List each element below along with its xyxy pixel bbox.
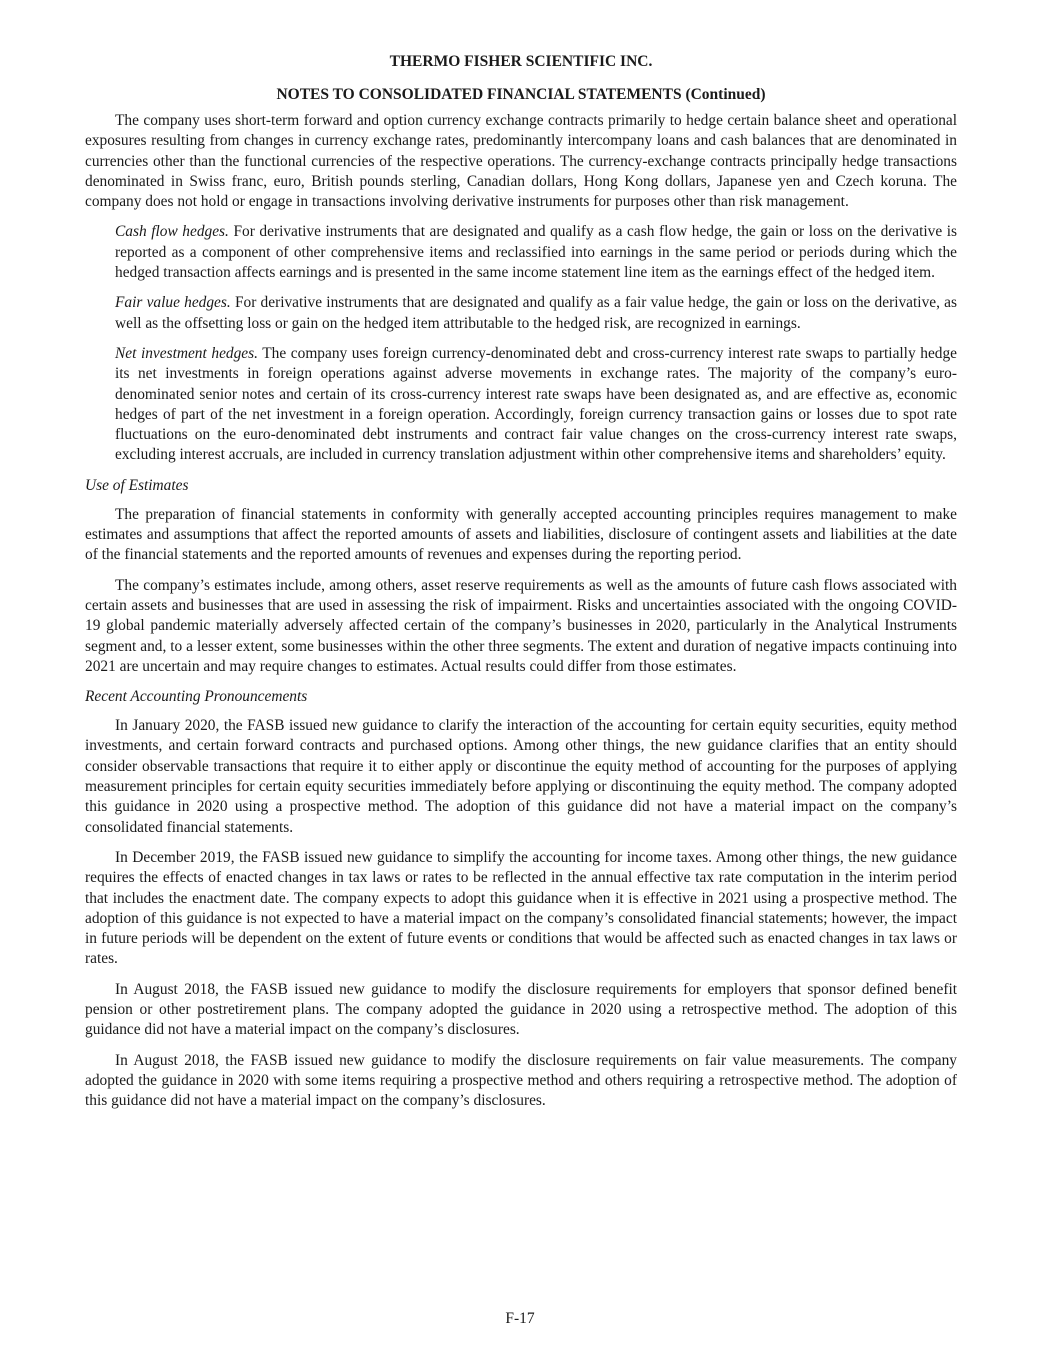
net-investment-hedges-paragraph (115, 344, 957, 466)
fair-value-hedges-lead: Fair value hedges. (115, 294, 231, 312)
company-name: THERMO FISHER SCIENTIFIC INC. (389, 53, 653, 70)
net-investment-hedges-lead: Net investment hedges. (115, 344, 258, 362)
pronouncements-paragraph-1: In January 2020, the FASB issued new guidance to clarify the interaction of the accounting for certain equity securities, equity method investments, and certain forward contracts and purchased options. Among other things, the new guidance clarifies that an entity should consider observable transactions that require it to either apply or discontinue the equity method of accounting for the purposes of applying measurement principles for certain equity securities immediately before applying or discontinuing the equity method. The company adopted this guidance in 2020 using a prospective method. The adoption of this guidance did not have a material impact on the company’s consolidated financial statements. (85, 717, 957, 836)
cash-flow-hedges-lead: Cash flow hedges. (115, 223, 229, 241)
use-of-estimates-heading: Use of Estimates (85, 476, 189, 494)
recent-accounting-pronouncements-heading: Recent Accounting Pronouncements (85, 688, 308, 706)
pronouncements-paragraph-2: In December 2019, the FASB issued new guidance to simplify the accounting for income taxes. Among other things, the new guidance requires the effects of enacted changes in tax laws or rates to be reflected in the annual effective tax rate computation in the interim period that includes the enactment date. The company expects to adopt this guidance when it is effective in 2021 using a prospective method. The adoption of this guidance is not expected to have a material impact on the company’s consolidated financial statements; however, the impact in future periods will be dependent on the extent of future events or conditions that would be affected such as enacted changes in tax laws or rates. (85, 848, 957, 968)
fair-value-hedges-paragraph (115, 293, 957, 334)
page-number: F-17 (505, 1310, 535, 1327)
page-title: NOTES TO CONSOLIDATED FINANCIAL STATEMENTS (Continued) (276, 86, 766, 103)
pronouncements-paragraph-3: In August 2018, the FASB issued new guidance to modify the disclosure requirements for employers that sponsor defined benefit pension or other postretirement plans. The company adopted the guidance in 2020 using a retrospective method. The adoption of this guidance did not have a material impact on the company’s disclosures. (85, 980, 957, 1039)
fair-value-hedges-text: For derivative instruments that are designated and qualify as a fair value hedge, the gain or loss on the derivative, as well as the offsetting loss or gain on the hedged item attributable to the hedged risk, are recognized in earnings. (115, 294, 957, 332)
cash-flow-hedges-paragraph (115, 222, 957, 283)
cash-flow-hedges-text: For derivative instruments that are designated and qualify as a cash flow hedge, the gain or loss on the derivative is reported as a component of other comprehensive items and reclassified into earnings in the same period or periods during which the hedged transaction affects earnings and is presented in the same income statement line item as the earnings effect of the hedged item. (115, 223, 957, 282)
net-investment-hedges-text: The company uses foreign currency-denominated debt and cross-currency interest rate swaps to partially hedge its net investments in foreign operations against adverse movements in exchange rates. The majority of the company’s euro-denominated senior notes and certain of its cross-currency interest rate swaps have been designated as, and are effective as, economic hedges of part of the net investment in a foreign operation. Accordingly, foreign currency transaction gains or losses due to spot rate fluctuations on the euro-denominated debt instruments and contract fair value changes on the cross-currency interest rate swaps, excluding interest accruals, are included in currency translation adjustment within other comprehensive items and shareholders’ equity. (115, 344, 957, 464)
estimates-paragraph-2: The company’s estimates include, among others, asset reserve requirements as well as the amounts of future cash flows associated with certain assets and businesses that are used in assessing the risk of impairment. Risks and uncertainties associated with the ongoing COVID-19 global pandemic materially adversely affected certain of the company’s businesses in 2020, particularly in the Analytical Instruments segment and, to a lesser extent, some businesses within the other three segments. The extent and duration of negative impacts continuing into 2021 are uncertain and may require changes to estimates. Actual results could differ from those estimates. (85, 576, 957, 675)
derivatives-intro-paragraph: The company uses short-term forward and option currency exchange contracts primarily to hedge certain balance sheet and operational exposures resulting from changes in currency exchange rates, predominantly intercompany loans and cash balances that are denominated in currencies other than the functional currencies of the respective operations. The currency-exchange contracts principally hedge transactions denominated in Swiss franc, euro, British pounds sterling, Canadian dollars, Hong Kong dollars, Japanese yen and Czech koruna. The company does not hold or engage in transactions involving derivative instruments for purposes other than risk management. (85, 112, 957, 211)
estimates-paragraph-1: The preparation of financial statements in conformity with generally accepted accounting principles requires management to make estimates and assumptions that affect the reported amounts of assets and liabilities, disclosure of contingent assets and liabilities at the date of the financial statements and the reported amounts of revenues and expenses during the reporting period. (85, 505, 957, 564)
pronouncements-paragraph-4: In August 2018, the FASB issued new guidance to modify the disclosure requirements on fair value measurements. The company adopted the guidance in 2020 with some items requiring a prospective method and others requiring a retrospective method. The adoption of this guidance did not have a material impact on the company’s disclosures. (85, 1051, 957, 1110)
document-page (85, 52, 957, 1121)
